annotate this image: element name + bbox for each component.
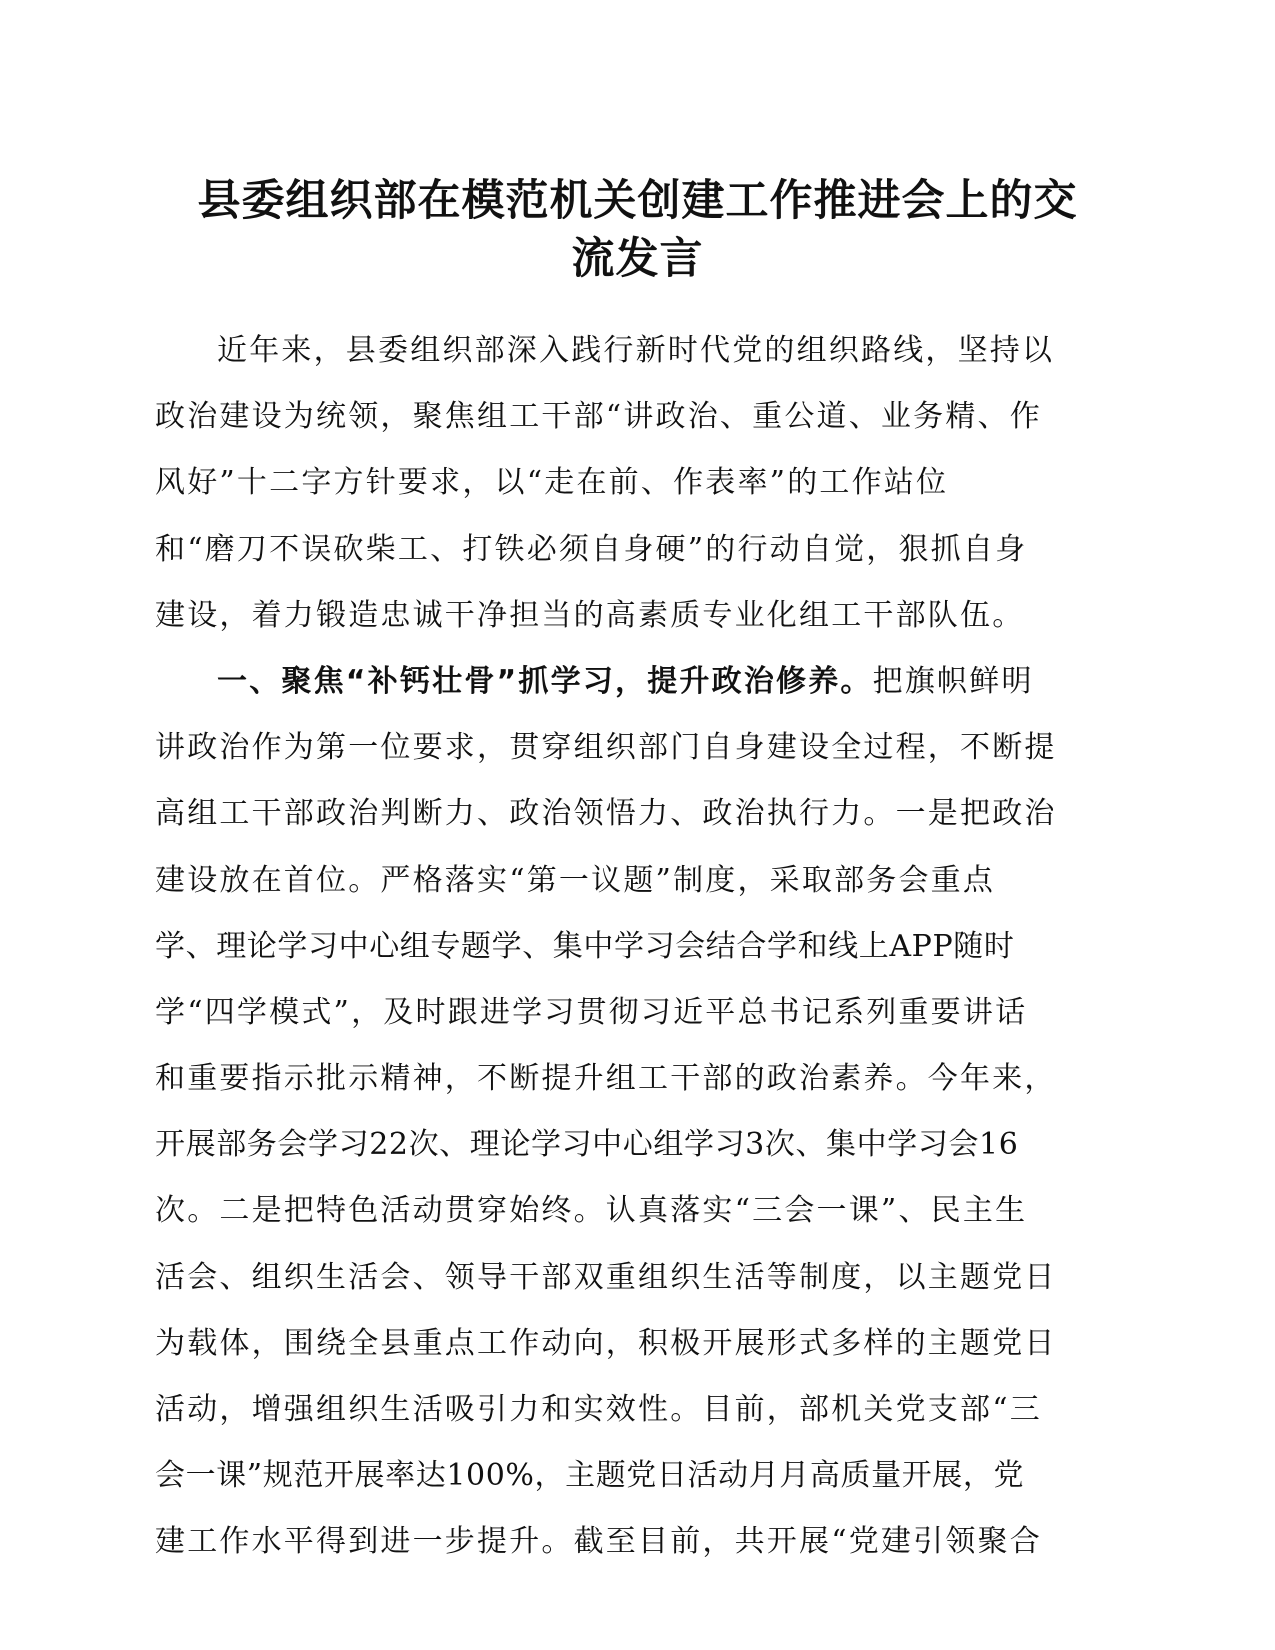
paragraph-line: 风好”十二字方针要求，以“走在前、作表率”的工作站位 <box>155 465 949 501</box>
paragraph-line: 建设，着力锻造忠诚干净担当的高素质专业化组工干部队伍。 <box>155 597 1025 633</box>
paragraph-line: 次。二是把特色活动贯穿始终。认真落实“三会一课”、民主生 <box>155 1193 1028 1229</box>
paragraph-line: 会一课”规范开展率达100%，主题党日活动月月高质量开展，党 <box>155 1458 1025 1494</box>
paragraph-line: 活会、组织生活会、领导干部双重组织生活等制度，以主题党日 <box>155 1259 1057 1295</box>
document-title <box>150 172 1125 288</box>
paragraph-line: 为载体，围绕全县重点工作动向，积极开展形式多样的主题党日 <box>155 1325 1057 1361</box>
paragraph-line: 讲政治作为第一位要求，贯穿组织部门自身建设全过程，不断提 <box>155 730 1057 766</box>
paragraph-line: 学“四学模式”，及时跟进学习贯彻习近平总书记系列重要讲话 <box>155 994 1028 1030</box>
paragraph-line: 政治建设为统领，聚焦组工干部“讲政治、重公道、业务精、作 <box>155 399 1042 435</box>
paragraph-line: 学、理论学习中心组专题学、集中学习会结合学和线上APP随时 <box>155 928 1015 964</box>
paragraph-line: 近年来，县委组织部深入践行新时代党的组织路线，坚持以 <box>217 333 1055 368</box>
paragraph-line: 建工作水平得到进一步提升。截至目前，共开展“党建引领聚合 <box>155 1524 1042 1560</box>
paragraph-line: 和重要指示批示精神，不断提升组工干部的政治素养。今年来， <box>155 1061 1057 1097</box>
paragraph-line: 开展部务会学习22次、理论学习中心组学习3次、集中学习会16 <box>155 1127 1019 1163</box>
paragraph-line: 和“磨刀不误砍柴工、打铁必须自身硬”的行动自觉，狠抓自身 <box>155 531 1028 567</box>
paragraph-line: 建设放在首位。严格落实“第一议题”制度，采取部务会重点 <box>155 862 996 898</box>
title-line: 县委组织部在模范机关创建工作推进会上的交 <box>197 176 1078 226</box>
paragraph-line: 活动，增强组织生活吸引力和实效性。目前，部机关党支部“三 <box>155 1392 1042 1427</box>
paragraph-text: 把旗帜鲜明 <box>872 663 1034 699</box>
paragraph-line: 高组工干部政治判断力、政治领悟力、政治执行力。一是把政治 <box>155 796 1057 832</box>
section-heading: 一、聚焦“补钙壮骨”抓学习，提升政治修养。 <box>217 663 873 699</box>
document-body <box>155 318 1115 1576</box>
section-heading-line <box>155 649 1115 715</box>
intro-paragraph <box>155 318 1115 649</box>
section-1-paragraph <box>155 649 1115 1576</box>
title-line: 流发言 <box>571 234 704 284</box>
